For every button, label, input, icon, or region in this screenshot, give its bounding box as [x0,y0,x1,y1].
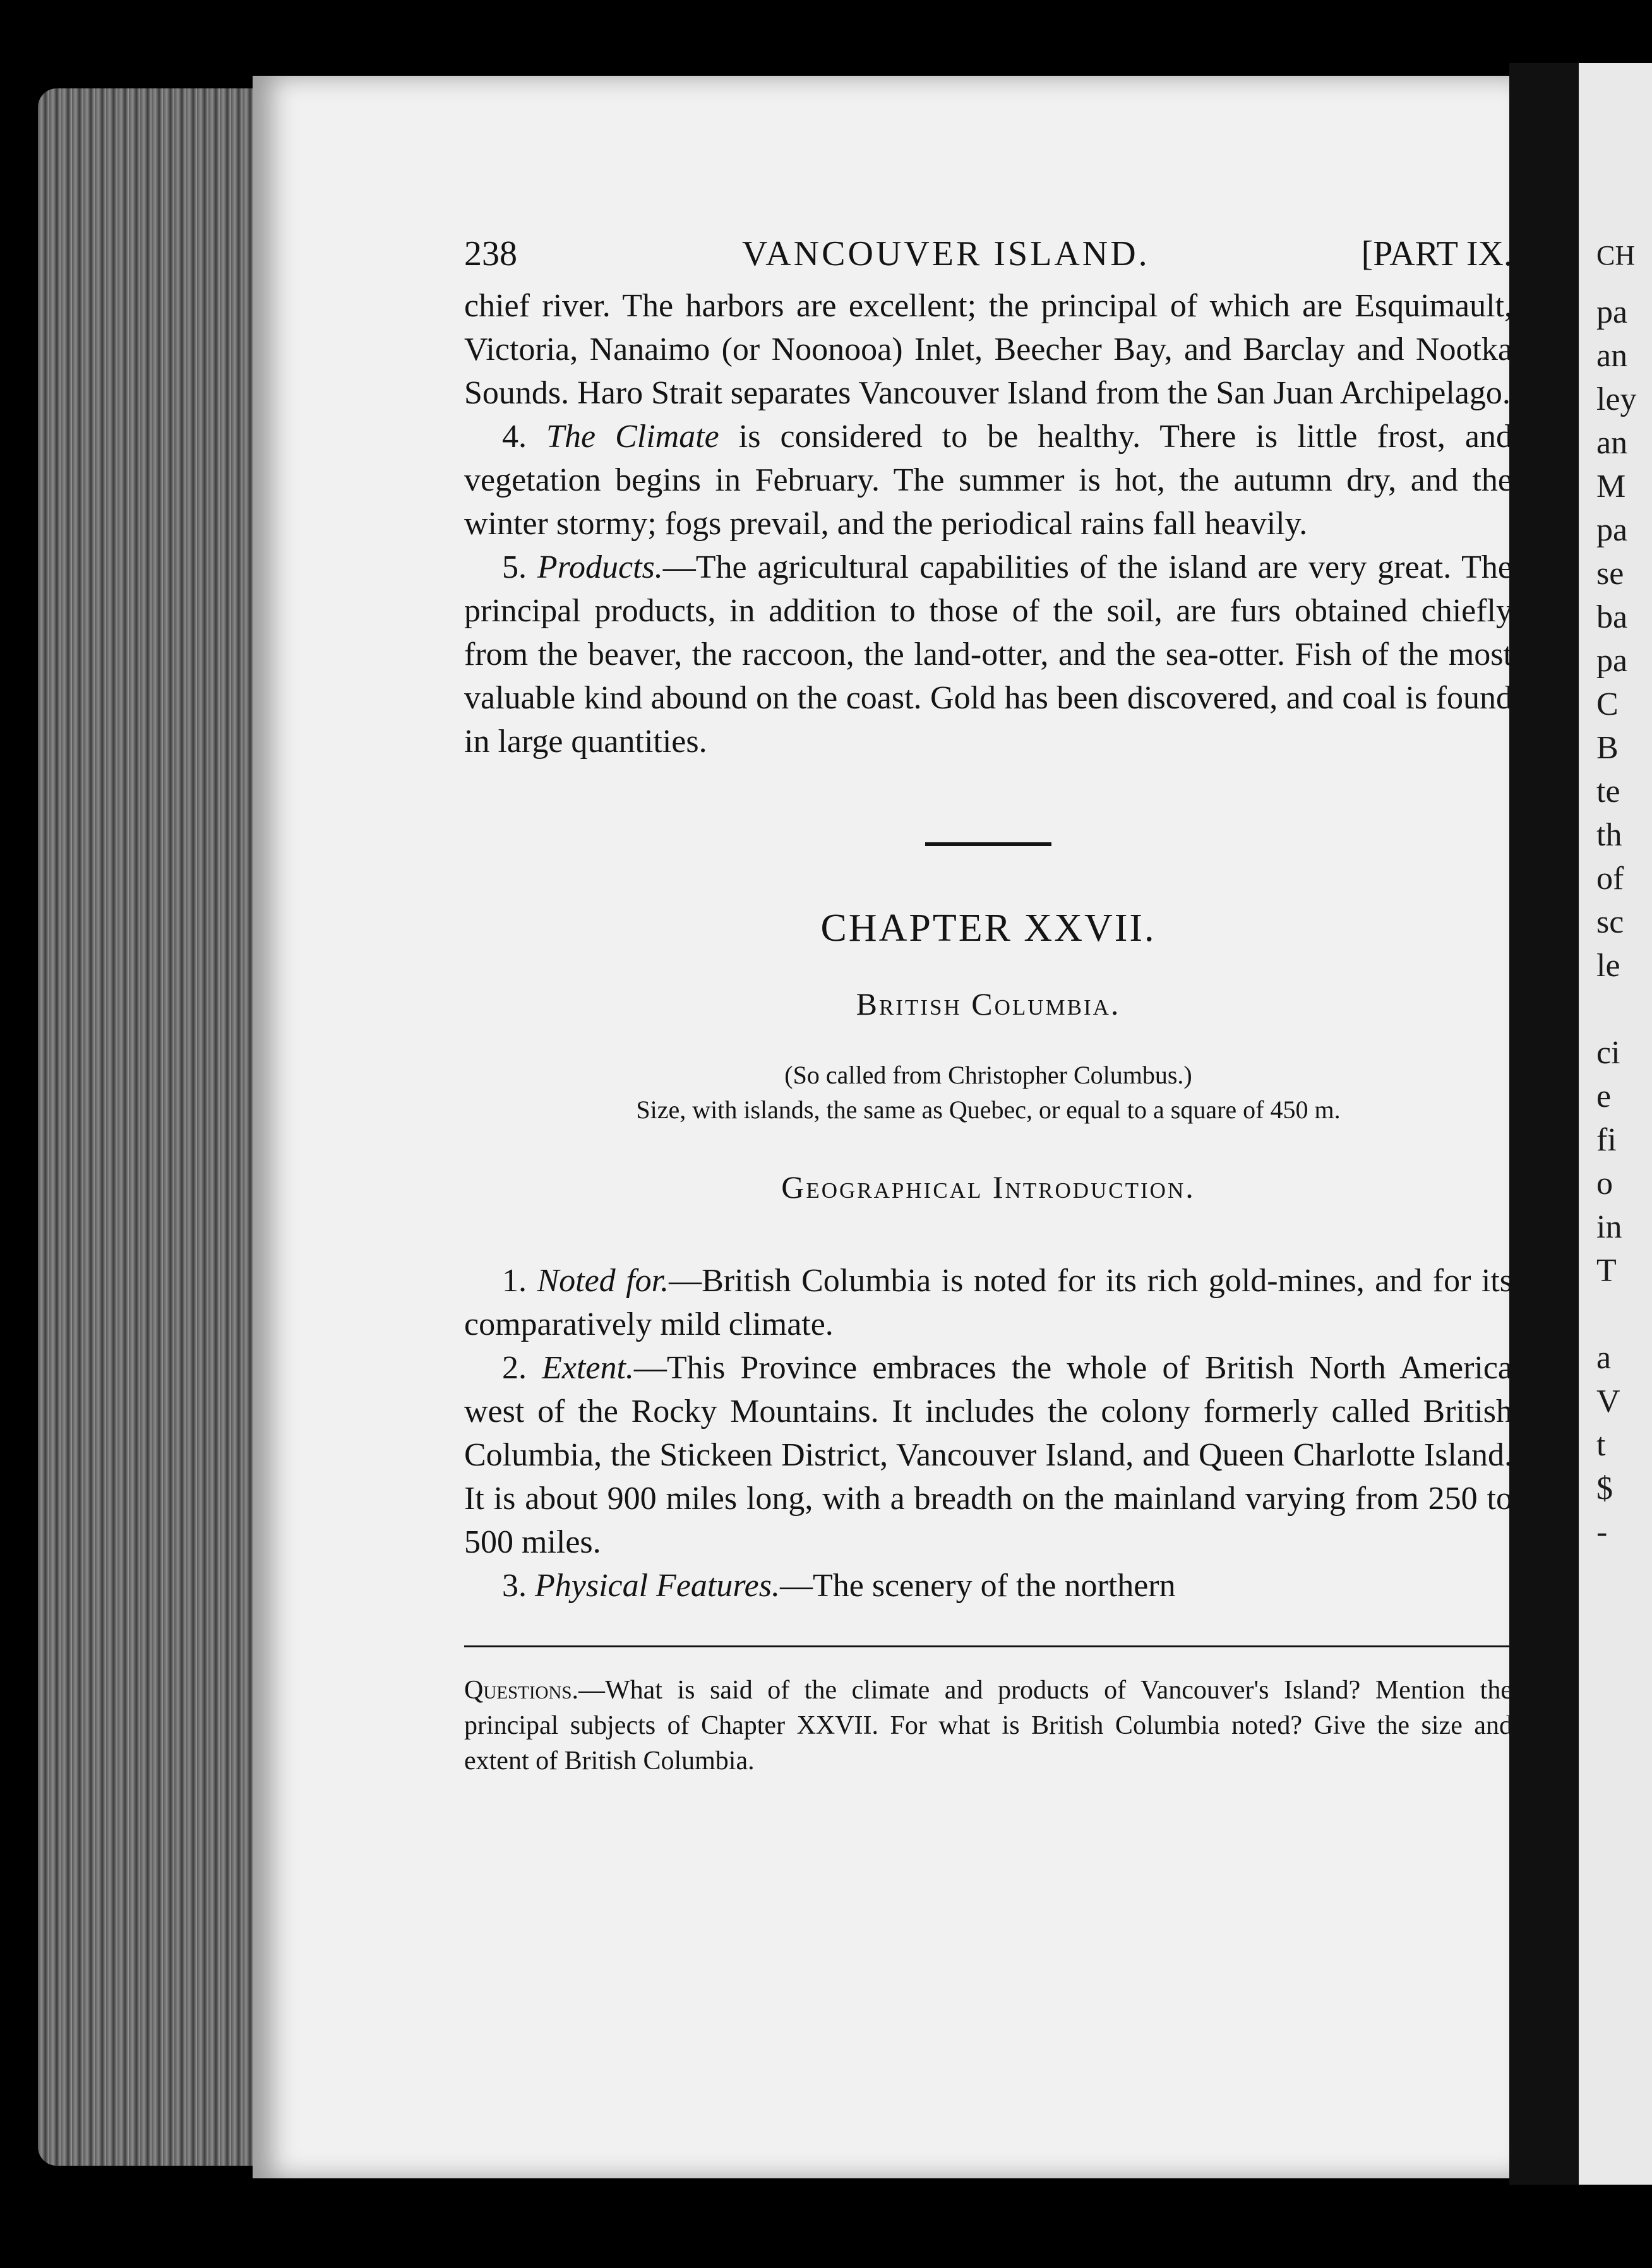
running-header [464,221,1512,284]
s3-title: Physical Features. [535,1568,780,1604]
s1-number: 1. [502,1263,527,1299]
facing-line-fragment: ci [1596,1035,1620,1071]
part-label: [PART IX. [1361,234,1512,273]
facing-line-fragment: C [1596,686,1619,722]
page-content [464,221,1512,1779]
facing-line-fragment: te [1596,773,1620,809]
facing-line-fragment: pa [1596,294,1628,330]
s3-text: —The scenery of the northern [779,1568,1176,1604]
products-text: —The agricultural capabilities of the island are very great. The principal products, in addition to those of the soil, are furs obtained chiefly from the beaver, the raccoon, the land-otter, and the sea-otter. Fish of the most valuable kind abound on the coast. Gold has been discovered, and coal is found in large quantities. [464,549,1513,760]
facing-line-fragment: t [1596,1427,1606,1463]
s1-title: Noted for. [537,1263,669,1299]
paragraph-noted-for [464,1259,1512,1346]
facing-line-fragment: in [1596,1209,1622,1245]
s2-number: 2. [502,1350,527,1386]
chapter-title: British Columbia. [856,986,1121,1022]
questions-label: Questions. [464,1676,579,1705]
questions-text: —What is said of the climate and products of Vancouver's Island? Mention the principal subjects of Chapter XXVII. For what is British Columbia noted? Give the size and extent of British Columbia. [464,1676,1512,1776]
facing-line-fragment: ley [1596,381,1637,417]
s1-text: —British Columbia is noted for its rich gold-mines, and for its comparatively mild climate. [464,1263,1512,1342]
facing-page-text [1596,240,1652,1554]
book-page-edges [38,88,265,2166]
size-note: Size, with islands, the same as Quebec, or equal to a square of 450 m. [636,1095,1341,1124]
facing-line-fragment: of [1596,861,1624,897]
paragraph-climate [464,415,1512,546]
facing-line-fragment: se [1596,556,1624,592]
s2-text: —This Province embraces the whole of British North America west of the Rocky Mountains. It includes the colony formerly called British Columbia, the Stickeen District, Vancouver Island, and Queen Charlotte Island. It is about 900 miles long, with a breadth on the mainland varying from 250 to 500 miles. [464,1350,1512,1560]
facing-line-fragment: e [1596,1078,1612,1114]
facing-page-header: CH [1596,240,1636,271]
running-title: VANCOUVER ISLAND. [742,234,1150,273]
footnote-rule [464,1645,1512,1647]
facing-line-fragment: B [1596,730,1619,766]
s3-number: 3. [502,1568,527,1604]
facing-line-fragment: an [1596,425,1628,461]
facing-page-lines [1596,290,1652,1554]
facing-line-fragment: an [1596,338,1628,374]
facing-line-fragment: M [1596,469,1626,504]
section-divider [925,842,1051,846]
facing-line-fragment: - [1596,1514,1608,1550]
facing-line-fragment [1596,988,1652,1031]
chapter-heading: CHAPTER XXVII. [820,907,1156,950]
facing-line-fragment: $ [1596,1471,1613,1507]
facing-line-fragment: V [1596,1383,1620,1419]
facing-line-fragment: fi [1596,1122,1617,1158]
climate-text: is considered to be healthy. There is little frost, and vegetation begins in February. The summer is hot, the autumn dry, and the winter stormy; fogs prevail, and the periodical rains fall heavily. [464,419,1512,542]
facing-line-fragment: pa [1596,512,1628,548]
book-gutter [1509,63,1579,2185]
facing-line-fragment: pa [1596,643,1628,679]
products-title: Products. [537,549,663,585]
paragraph-products [464,546,1512,763]
page-number: 238 [464,234,517,273]
facing-line-fragment: le [1596,948,1620,984]
intro-heading: Geographical Introduction. [781,1169,1195,1205]
paragraph-physical-features [464,1564,1512,1608]
paragraph-harbors: chief river. The harbors are excellent; the principal of which are Esquimault, Victoria, Nanaimo (or Noonooa) Inlet, Beecher Bay, and Barclay and Nootka Sounds. Haro Strait separates Vancouver Island from the San Juan Archipelago. [464,288,1512,411]
facing-line-fragment: o [1596,1166,1613,1202]
products-number: 5. [502,549,527,585]
facing-line-fragment: a [1596,1340,1612,1376]
facing-line-fragment [1596,1292,1652,1336]
s2-title: Extent. [542,1350,634,1386]
facing-line-fragment: th [1596,817,1622,853]
facing-line-fragment: ba [1596,599,1628,635]
climate-title: The Climate [546,419,719,455]
paragraph-extent [464,1346,1512,1564]
facing-line-fragment: T [1596,1253,1617,1289]
climate-number: 4. [502,419,527,455]
facing-line-fragment: sc [1596,904,1624,940]
name-origin-note: (So called from Christopher Columbus.) [784,1061,1192,1089]
questions-footnote [464,1673,1512,1779]
